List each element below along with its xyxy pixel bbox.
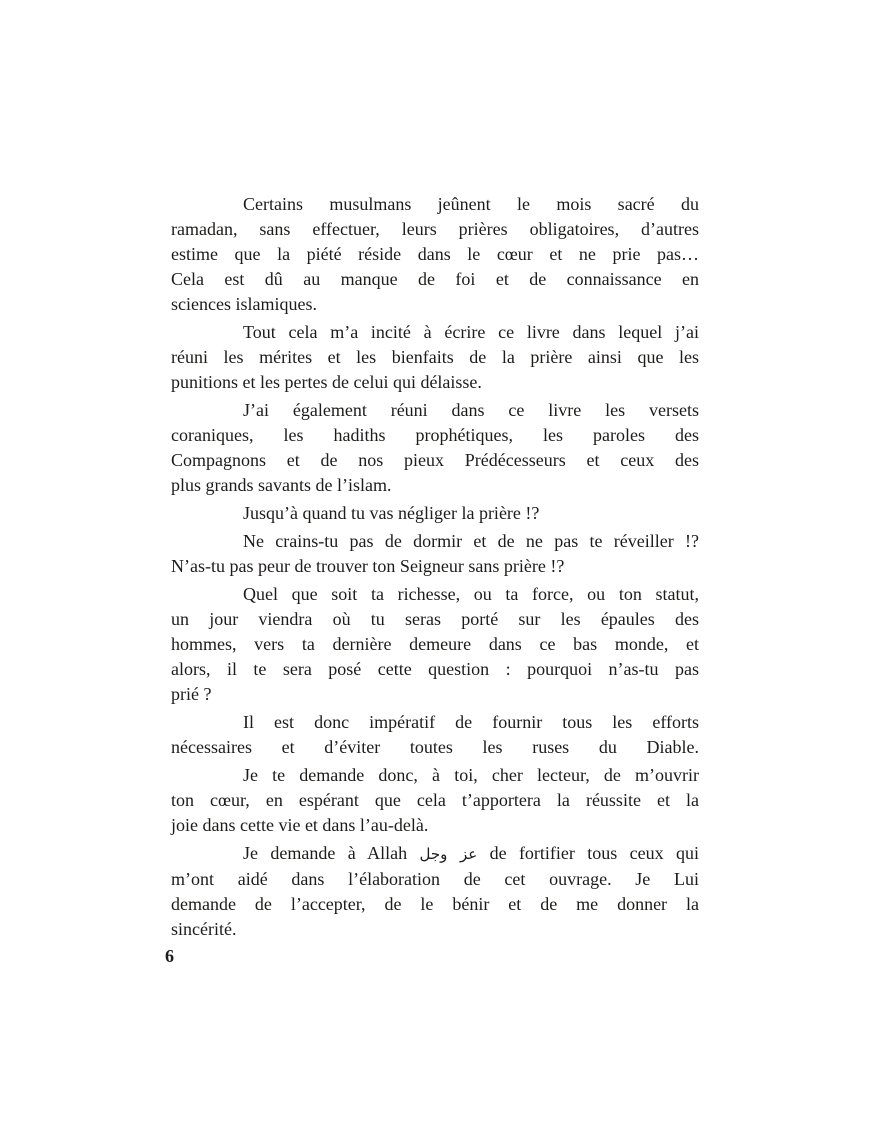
text-line: réuni les mérites et les bienfaits de la prière ainsi que les	[171, 347, 699, 367]
paragraph	[171, 320, 699, 395]
text-line: Certains musulmans jeûnent le mois sacré du	[243, 194, 699, 214]
paragraph	[171, 529, 699, 579]
text-line: Compagnons et de nos pieux Prédécesseurs et ceux des	[171, 450, 699, 470]
text-line: plus grands savants de l’islam.	[171, 475, 392, 495]
page-number: 6	[165, 946, 174, 966]
paragraph	[171, 710, 699, 760]
paragraph	[171, 763, 699, 838]
paragraph	[171, 398, 699, 498]
paragraph	[171, 501, 699, 526]
text-line: sincérité.	[171, 919, 237, 939]
text-line: nécessaires et d’éviter toutes les ruses du Diable.	[171, 737, 699, 757]
paragraph	[171, 582, 699, 707]
text-line: Cela est dû au manque de foi et de connaissance en	[171, 269, 699, 289]
text-line: joie dans cette vie et dans l’au-delà.	[171, 815, 429, 835]
allah-honorific: عز وجل	[419, 845, 478, 863]
text-line: Ne crains-tu pas de dormir et de ne pas te réveiller !?	[243, 531, 699, 551]
text-block	[171, 192, 699, 942]
text-line	[171, 841, 699, 867]
text-line: Tout cela m’a incité à écrire ce livre dans lequel j’ai	[243, 322, 699, 342]
text-line: J’ai également réuni dans ce livre les versets	[243, 400, 699, 420]
text-line: estime que la piété réside dans le cœur et ne prie pas…	[171, 244, 699, 264]
text-line: coraniques, les hadiths prophétiques, les paroles des	[171, 425, 699, 445]
text-line: Je te demande donc, à toi, cher lecteur, de m’ouvrir	[243, 765, 699, 785]
paragraph	[171, 192, 699, 317]
text-line: demande de l’accepter, de le bénir et de me donner la	[171, 894, 699, 914]
text-line: prié ?	[171, 684, 212, 704]
text-line: alors, il te sera posé cette question : pourquoi n’as-tu pas	[171, 659, 699, 679]
text-line: N’as-tu pas peur de trouver ton Seigneur sans prière !?	[171, 556, 565, 576]
text-line: un jour viendra où tu seras porté sur les épaules des	[171, 609, 699, 629]
text-line: ramadan, sans effectuer, leurs prières obligatoires, d’autres	[171, 219, 699, 239]
text-line: hommes, vers ta dernière demeure dans ce bas monde, et	[171, 634, 699, 654]
text-segment: de fortifier tous ceux qui	[489, 843, 700, 863]
text-line: Quel que soit ta richesse, ou ta force, ou ton statut,	[243, 584, 699, 604]
text-line: punitions et les pertes de celui qui délaisse.	[171, 372, 482, 392]
text-line: Il est donc impératif de fournir tous les efforts	[243, 712, 699, 732]
text-segment: Je demande à Allah	[243, 843, 408, 863]
text-line: sciences islamiques.	[171, 294, 317, 314]
text-line: m’ont aidé dans l’élaboration de cet ouvrage. Je Lui	[171, 869, 699, 889]
text-line: Jusqu’à quand tu vas négliger la prière !?	[243, 503, 540, 523]
paragraph	[171, 841, 699, 942]
text-line: ton cœur, en espérant que cela t’apportera la réussite et la	[171, 790, 699, 810]
